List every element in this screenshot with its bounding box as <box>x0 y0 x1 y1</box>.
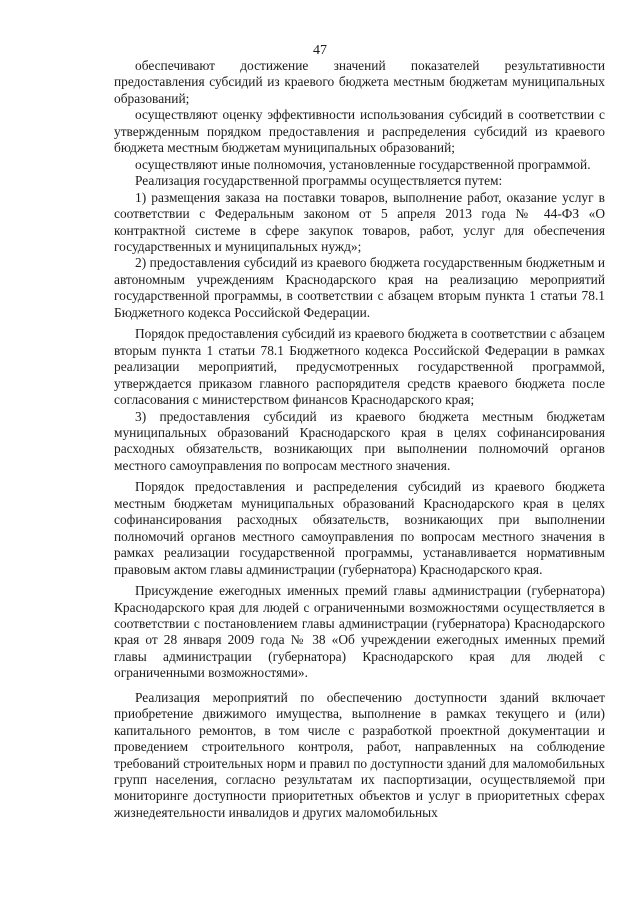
paragraph-evaluate-efficiency: осуществляют оценку эффективности использования субсидий в соответствии с утвержденным порядком предоставления и распределения субсидий из краевого бюджета местным бюджетам муниципальных образований; <box>114 107 605 156</box>
paragraph-other-powers: осуществляют иные полномочия, установленные государственной программой. <box>135 156 591 172</box>
page-number: 47 <box>313 43 327 58</box>
paragraph-subsidy-procedure: Порядок предоставления субсидий из краевого бюджета в соответствии с абзацем вторым пункта 1 статьи 78.1 Бюджетного кодекса Российской Федерации в рамках реализации мероприятий, предусмотренных государственной программой, утверждается приказом главного распорядителя средств краевого бюджета после согласования с министерством финансов Краснодарского края; <box>114 326 605 408</box>
paragraph-implementation-intro: Реализация государственной программы осуществляется путем: <box>135 173 503 189</box>
paragraph-item-3-subsidies-municipal: 3) предоставления субсидий из краевого бюджета местным бюджетам муниципальных образований Краснодарского края в целях софинансирования расходных обязательств, возникающих при выполнении полномочий органов местного самоуправления по вопросам местного значения. <box>114 408 605 473</box>
paragraph-item-2-subsidies-institutions: 2) предоставления субсидий из краевого бюджета государственным бюджетным и автономным учреждениям Краснодарского края на реализацию мероприятий государственной программы, в соответствии с абзацем вторым пункта 1 статьи 78.1 Бюджетного кодекса Российской Федерации. <box>114 255 605 320</box>
paragraph-distribution-procedure: Порядок предоставления и распределения субсидий из краевого бюджета местным бюджетам муниципальных образований Краснодарского края в целях софинансирования расходных обязательств, возникающих при выполнении полномочий органов местного самоуправления по вопросам местного значения в рамках реализации государственной программы, устанавливается нормативным правовым актом главы администрации (губернатора) Краснодарского края. <box>114 479 605 577</box>
paragraph-achieve-indicators: обеспечивают достижение значений показателей результативности предоставления субсидий из краевого бюджета местным бюджетам муниципальных образований; <box>114 58 605 106</box>
document-body <box>114 58 605 821</box>
paragraph-item-1-procurement: 1) размещения заказа на поставки товаров, выполнение работ, оказание услуг в соответствии с Федеральным законом от 5 апреля 2013 года № 44-ФЗ «О контрактной системе в сфере закупок товаров, работ, услуг для обеспечения государственных и муниципальных нужд»; <box>114 189 605 254</box>
paragraph-building-accessibility: Реализация мероприятий по обеспечению доступности зданий включает приобретение движимого имущества, выполнение в рамках текущего и (или) капитального ремонтов, в том числе с разработкой проектной документации и проведением строительного контроля, работ, направленных на соблюдение требований строительных норм и правил по доступности зданий для маломобильных групп населения, согласно результатам их паспортизации, осуществляемой при мониторинге доступности приоритетных объектов и услуг в приоритетных сферах жизнедеятельности инвалидов и других маломобильных <box>114 689 605 820</box>
paragraph-annual-awards: Присуждение ежегодных именных премий главы администрации (губернатора) Краснодарского края для людей с ограниченными возможностями осуществляется в соответствии с постановлением главы администрации (губернатора) Краснодарского края от 28 января 2009 года № 38 «Об учреждении ежегодных именных премий главы администрации (губернатора) Краснодарского края для людей с ограниченными возможностями». <box>114 583 605 681</box>
